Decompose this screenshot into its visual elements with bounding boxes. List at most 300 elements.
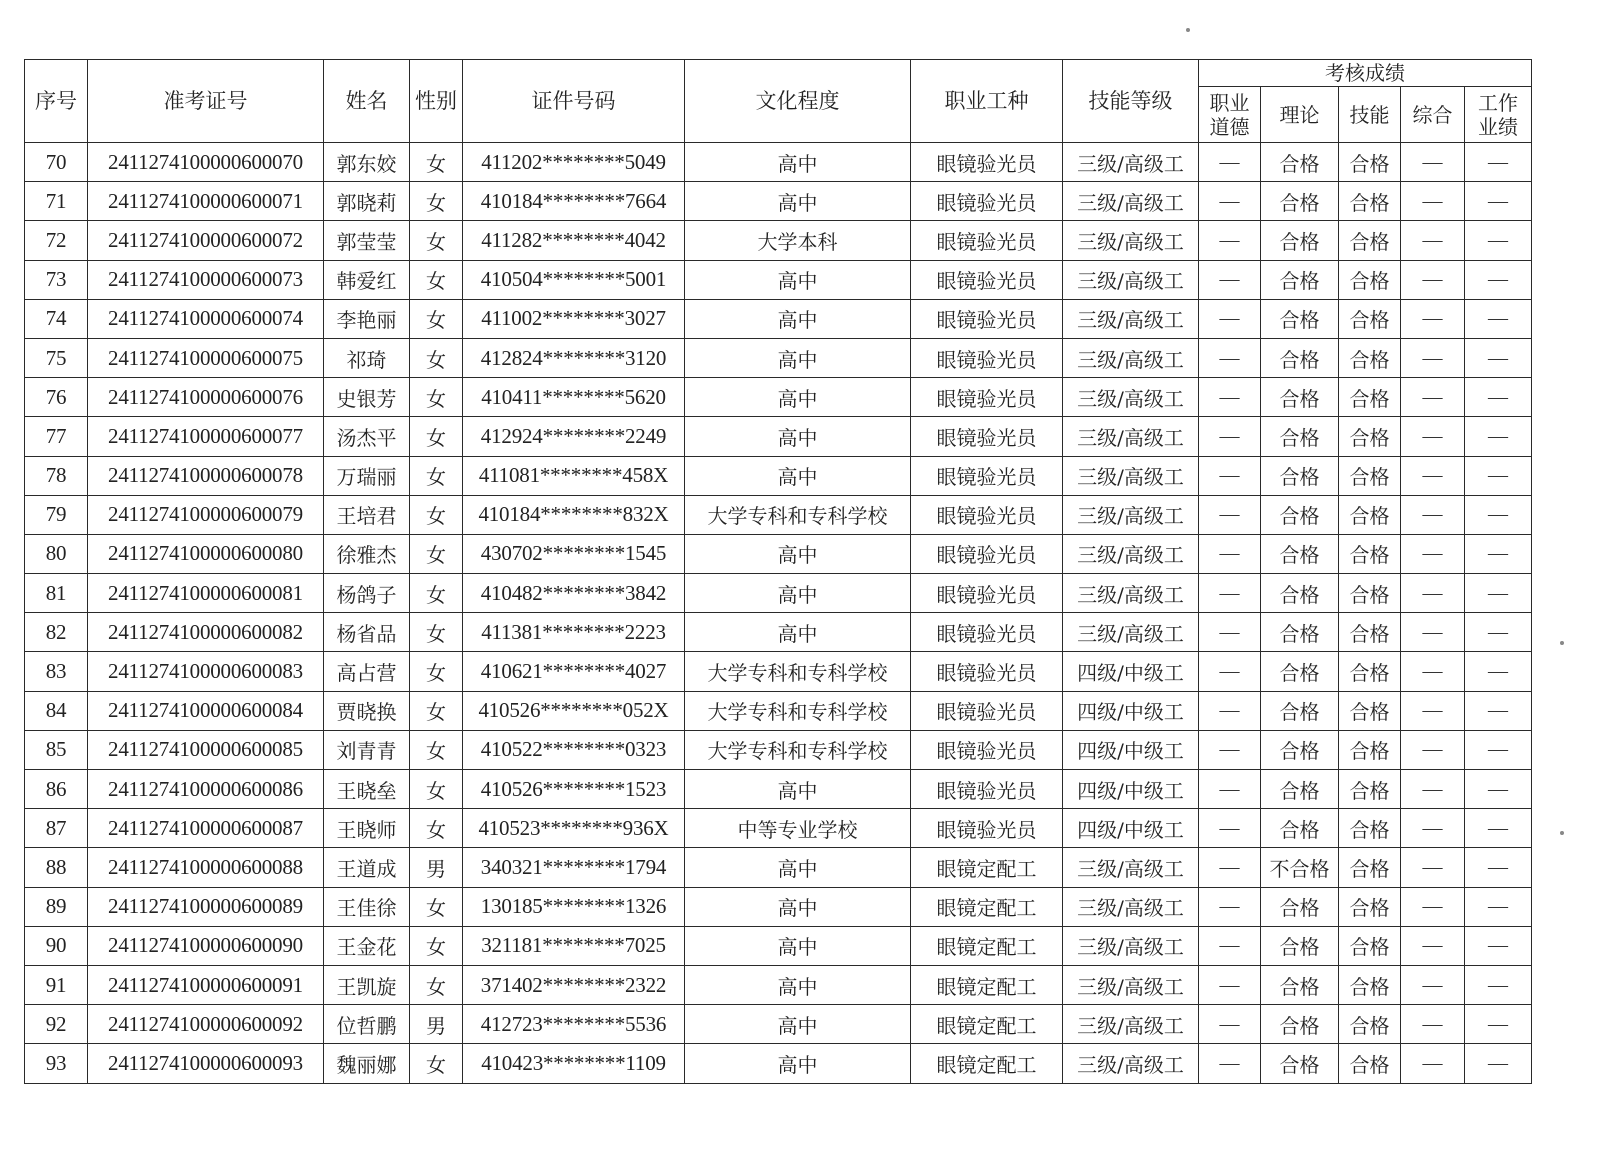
cell-education: 大学专科和专科学校 [685,730,911,769]
cell-work-performance: — [1465,809,1532,848]
cell-name: 王晓垒 [324,770,410,809]
cell-theory: 合格 [1261,770,1339,809]
cell-id-number: 430702********1545 [463,534,685,573]
cell-id-number: 410621********4027 [463,652,685,691]
table-row [25,926,1532,965]
cell-id-number: 410526********052X [463,691,685,730]
cell-work-performance: — [1465,691,1532,730]
cell-skill: 合格 [1339,652,1401,691]
cell-theory: 合格 [1261,965,1339,1004]
cell-name: 汤杰平 [324,417,410,456]
cell-ethics: — [1199,926,1261,965]
cell-skill-level: 三级/高级工 [1063,848,1199,887]
header-skill-level: 技能等级 [1063,60,1199,143]
cell-ethics: — [1199,1005,1261,1044]
table-row [25,770,1532,809]
table-row [25,143,1532,182]
cell-education: 高中 [685,338,911,377]
cell-index: 71 [25,182,88,221]
cell-ethics: — [1199,260,1261,299]
cell-skill: 合格 [1339,495,1401,534]
cell-occupation: 眼镜定配工 [911,926,1063,965]
cell-occupation: 眼镜验光员 [911,299,1063,338]
cell-name: 郭晓莉 [324,182,410,221]
cell-skill-level: 三级/高级工 [1063,378,1199,417]
cell-occupation: 眼镜验光员 [911,221,1063,260]
cell-ticket-number: 2411274100000600073 [88,260,324,299]
cell-id-number: 410526********1523 [463,770,685,809]
cell-theory: 合格 [1261,299,1339,338]
cell-ethics: — [1199,574,1261,613]
cell-theory: 不合格 [1261,848,1339,887]
cell-gender: 女 [410,613,463,652]
cell-index: 89 [25,887,88,926]
cell-gender: 女 [410,887,463,926]
cell-education: 大学专科和专科学校 [685,652,911,691]
cell-index: 79 [25,495,88,534]
cell-id-number: 411081********458X [463,456,685,495]
cell-work-performance: — [1465,574,1532,613]
cell-id-number: 410184********832X [463,495,685,534]
cell-name: 徐雅杰 [324,534,410,573]
cell-comprehensive: — [1401,378,1465,417]
cell-index: 85 [25,730,88,769]
cell-occupation: 眼镜验光员 [911,574,1063,613]
cell-skill: 合格 [1339,378,1401,417]
cell-index: 75 [25,338,88,377]
cell-skill-level: 三级/高级工 [1063,534,1199,573]
cell-index: 78 [25,456,88,495]
cell-work-performance: — [1465,143,1532,182]
cell-education: 高中 [685,770,911,809]
header-ticket-number: 准考证号 [88,60,324,143]
cell-skill-level: 四级/中级工 [1063,691,1199,730]
cell-skill-level: 三级/高级工 [1063,299,1199,338]
table-row [25,965,1532,1004]
cell-theory: 合格 [1261,495,1339,534]
table-row [25,221,1532,260]
cell-theory: 合格 [1261,378,1339,417]
cell-index: 92 [25,1005,88,1044]
cell-name: 王晓师 [324,809,410,848]
cell-skill: 合格 [1339,848,1401,887]
cell-name: 郭莹莹 [324,221,410,260]
cell-comprehensive: — [1401,182,1465,221]
cell-ethics: — [1199,848,1261,887]
cell-education: 高中 [685,299,911,338]
cell-education: 高中 [685,613,911,652]
header-index: 序号 [25,60,88,143]
cell-gender: 女 [410,417,463,456]
cell-index: 81 [25,574,88,613]
header-skill: 技能 [1339,87,1401,143]
cell-occupation: 眼镜定配工 [911,1044,1063,1083]
table-row [25,260,1532,299]
cell-work-performance: — [1465,260,1532,299]
cell-comprehensive: — [1401,848,1465,887]
cell-skill: 合格 [1339,691,1401,730]
cell-ticket-number: 2411274100000600080 [88,534,324,573]
cell-skill-level: 三级/高级工 [1063,182,1199,221]
header-comprehensive: 综合 [1401,87,1465,143]
cell-skill-level: 三级/高级工 [1063,260,1199,299]
cell-theory: 合格 [1261,1005,1339,1044]
cell-education: 高中 [685,887,911,926]
header-theory: 理论 [1261,87,1339,143]
cell-gender: 女 [410,652,463,691]
cell-ticket-number: 2411274100000600074 [88,299,324,338]
cell-theory: 合格 [1261,456,1339,495]
cell-occupation: 眼镜验光员 [911,770,1063,809]
cell-work-performance: — [1465,613,1532,652]
cell-gender: 女 [410,182,463,221]
cell-comprehensive: — [1401,887,1465,926]
cell-id-number: 412924********2249 [463,417,685,456]
cell-ethics: — [1199,378,1261,417]
cell-work-performance: — [1465,770,1532,809]
cell-occupation: 眼镜定配工 [911,1005,1063,1044]
cell-skill-level: 四级/中级工 [1063,770,1199,809]
cell-name: 史银芳 [324,378,410,417]
cell-occupation: 眼镜验光员 [911,534,1063,573]
cell-education: 大学本科 [685,221,911,260]
header-gender: 性别 [410,60,463,143]
header-score-group: 考核成绩 [1199,60,1532,87]
cell-gender: 女 [410,338,463,377]
cell-skill: 合格 [1339,887,1401,926]
cell-ethics: — [1199,299,1261,338]
cell-name: 刘青青 [324,730,410,769]
cell-skill-level: 三级/高级工 [1063,417,1199,456]
cell-ticket-number: 2411274100000600070 [88,143,324,182]
cell-skill-level: 三级/高级工 [1063,613,1199,652]
cell-name: 魏丽娜 [324,1044,410,1083]
cell-ticket-number: 2411274100000600075 [88,338,324,377]
cell-occupation: 眼镜验光员 [911,378,1063,417]
cell-work-performance: — [1465,417,1532,456]
cell-skill: 合格 [1339,574,1401,613]
cell-index: 74 [25,299,88,338]
table-row [25,848,1532,887]
cell-name: 王金花 [324,926,410,965]
cell-ethics: — [1199,417,1261,456]
cell-skill: 合格 [1339,613,1401,652]
cell-comprehensive: — [1401,221,1465,260]
cell-comprehensive: — [1401,299,1465,338]
cell-gender: 女 [410,965,463,1004]
table-row [25,456,1532,495]
cell-education: 高中 [685,926,911,965]
cell-work-performance: — [1465,495,1532,534]
table-row [25,691,1532,730]
cell-education: 高中 [685,1005,911,1044]
cell-theory: 合格 [1261,691,1339,730]
cell-skill: 合格 [1339,417,1401,456]
cell-education: 高中 [685,143,911,182]
cell-occupation: 眼镜定配工 [911,965,1063,1004]
cell-comprehensive: — [1401,691,1465,730]
cell-comprehensive: — [1401,456,1465,495]
cell-skill: 合格 [1339,1005,1401,1044]
cell-gender: 女 [410,809,463,848]
cell-skill-level: 三级/高级工 [1063,495,1199,534]
cell-gender: 女 [410,456,463,495]
cell-id-number: 411002********3027 [463,299,685,338]
cell-occupation: 眼镜验光员 [911,143,1063,182]
cell-work-performance: — [1465,378,1532,417]
cell-theory: 合格 [1261,260,1339,299]
cell-theory: 合格 [1261,887,1339,926]
cell-id-number: 130185********1326 [463,887,685,926]
cell-name: 韩爱红 [324,260,410,299]
cell-education: 高中 [685,534,911,573]
header-id-number: 证件号码 [463,60,685,143]
cell-index: 77 [25,417,88,456]
cell-name: 祁琦 [324,338,410,377]
cell-comprehensive: — [1401,574,1465,613]
header-ethics-label: 职业道德 [1209,90,1250,139]
cell-work-performance: — [1465,338,1532,377]
cell-index: 90 [25,926,88,965]
cell-ethics: — [1199,495,1261,534]
cell-comprehensive: — [1401,652,1465,691]
table-row [25,338,1532,377]
cell-skill-level: 四级/中级工 [1063,730,1199,769]
cell-skill: 合格 [1339,182,1401,221]
cell-occupation: 眼镜验光员 [911,495,1063,534]
cell-skill: 合格 [1339,770,1401,809]
cell-ticket-number: 2411274100000600089 [88,887,324,926]
cell-theory: 合格 [1261,926,1339,965]
cell-ticket-number: 2411274100000600091 [88,965,324,1004]
cell-skill: 合格 [1339,926,1401,965]
scan-speck [1560,641,1564,645]
cell-index: 70 [25,143,88,182]
cell-gender: 女 [410,143,463,182]
cell-skill: 合格 [1339,221,1401,260]
cell-theory: 合格 [1261,143,1339,182]
cell-id-number: 412824********3120 [463,338,685,377]
cell-id-number: 411202********5049 [463,143,685,182]
cell-work-performance: — [1465,887,1532,926]
table-row [25,299,1532,338]
cell-ticket-number: 2411274100000600088 [88,848,324,887]
table-row [25,378,1532,417]
cell-skill: 合格 [1339,534,1401,573]
cell-id-number: 411282********4042 [463,221,685,260]
cell-comprehensive: — [1401,417,1465,456]
cell-ethics: — [1199,456,1261,495]
cell-gender: 女 [410,770,463,809]
cell-ethics: — [1199,221,1261,260]
cell-education: 中等专业学校 [685,809,911,848]
cell-comprehensive: — [1401,534,1465,573]
scan-speck [1560,831,1564,835]
cell-skill: 合格 [1339,456,1401,495]
cell-gender: 女 [410,378,463,417]
cell-name: 王道成 [324,848,410,887]
cell-index: 86 [25,770,88,809]
table-row [25,730,1532,769]
cell-ethics: — [1199,613,1261,652]
cell-id-number: 410411********5620 [463,378,685,417]
cell-education: 高中 [685,456,911,495]
cell-work-performance: — [1465,652,1532,691]
table-row [25,1044,1532,1083]
cell-index: 80 [25,534,88,573]
cell-skill: 合格 [1339,730,1401,769]
cell-ticket-number: 2411274100000600071 [88,182,324,221]
cell-id-number: 410184********7664 [463,182,685,221]
cell-id-number: 410423********1109 [463,1044,685,1083]
cell-index: 84 [25,691,88,730]
cell-skill-level: 三级/高级工 [1063,1005,1199,1044]
cell-comprehensive: — [1401,260,1465,299]
cell-ticket-number: 2411274100000600093 [88,1044,324,1083]
cell-occupation: 眼镜验光员 [911,456,1063,495]
cell-ticket-number: 2411274100000600087 [88,809,324,848]
cell-theory: 合格 [1261,338,1339,377]
cell-work-performance: — [1465,221,1532,260]
cell-gender: 女 [410,1044,463,1083]
cell-comprehensive: — [1401,613,1465,652]
table-row [25,887,1532,926]
cell-index: 87 [25,809,88,848]
cell-ticket-number: 2411274100000600092 [88,1005,324,1044]
cell-ticket-number: 2411274100000600077 [88,417,324,456]
cell-occupation: 眼镜验光员 [911,613,1063,652]
cell-skill: 合格 [1339,1044,1401,1083]
cell-comprehensive: — [1401,965,1465,1004]
cell-gender: 男 [410,1005,463,1044]
cell-ticket-number: 2411274100000600086 [88,770,324,809]
cell-comprehensive: — [1401,495,1465,534]
cell-work-performance: — [1465,1005,1532,1044]
cell-name: 位哲鹏 [324,1005,410,1044]
header-ethics [1199,87,1261,143]
cell-theory: 合格 [1261,652,1339,691]
table-row [25,495,1532,534]
cell-ticket-number: 2411274100000600072 [88,221,324,260]
cell-comprehensive: — [1401,1044,1465,1083]
table-row [25,417,1532,456]
cell-theory: 合格 [1261,417,1339,456]
cell-ticket-number: 2411274100000600085 [88,730,324,769]
cell-occupation: 眼镜验光员 [911,691,1063,730]
table-body [25,143,1532,1084]
cell-name: 郭东姣 [324,143,410,182]
cell-skill-level: 三级/高级工 [1063,143,1199,182]
cell-ethics: — [1199,965,1261,1004]
cell-ethics: — [1199,1044,1261,1083]
table-row [25,652,1532,691]
cell-index: 76 [25,378,88,417]
cell-ethics: — [1199,730,1261,769]
cell-comprehensive: — [1401,338,1465,377]
cell-name: 万瑞丽 [324,456,410,495]
cell-occupation: 眼镜验光员 [911,730,1063,769]
cell-gender: 女 [410,260,463,299]
cell-ethics: — [1199,143,1261,182]
cell-skill-level: 三级/高级工 [1063,887,1199,926]
cell-education: 高中 [685,260,911,299]
cell-ticket-number: 2411274100000600082 [88,613,324,652]
table-row [25,809,1532,848]
cell-work-performance: — [1465,848,1532,887]
cell-work-performance: — [1465,534,1532,573]
cell-skill-level: 三级/高级工 [1063,926,1199,965]
table-row [25,613,1532,652]
cell-id-number: 411381********2223 [463,613,685,652]
cell-name: 王培君 [324,495,410,534]
cell-gender: 女 [410,730,463,769]
cell-id-number: 340321********1794 [463,848,685,887]
cell-ticket-number: 2411274100000600090 [88,926,324,965]
cell-id-number: 412723********5536 [463,1005,685,1044]
cell-id-number: 371402********2322 [463,965,685,1004]
cell-skill-level: 三级/高级工 [1063,456,1199,495]
cell-gender: 女 [410,926,463,965]
cell-comprehensive: — [1401,730,1465,769]
cell-comprehensive: — [1401,770,1465,809]
cell-comprehensive: — [1401,809,1465,848]
cell-theory: 合格 [1261,534,1339,573]
cell-education: 高中 [685,378,911,417]
cell-skill: 合格 [1339,338,1401,377]
cell-education: 大学专科和专科学校 [685,691,911,730]
cell-work-performance: — [1465,299,1532,338]
cell-ticket-number: 2411274100000600079 [88,495,324,534]
exam-results-table [24,59,1532,1084]
header-work-performance [1465,87,1532,143]
cell-skill-level: 三级/高级工 [1063,574,1199,613]
cell-ticket-number: 2411274100000600078 [88,456,324,495]
cell-education: 高中 [685,1044,911,1083]
cell-index: 91 [25,965,88,1004]
cell-ethics: — [1199,534,1261,573]
cell-ethics: — [1199,809,1261,848]
cell-theory: 合格 [1261,730,1339,769]
cell-comprehensive: — [1401,1005,1465,1044]
cell-id-number: 410522********0323 [463,730,685,769]
cell-index: 83 [25,652,88,691]
cell-index: 82 [25,613,88,652]
cell-index: 93 [25,1044,88,1083]
cell-theory: 合格 [1261,221,1339,260]
table-header [25,60,1532,143]
cell-work-performance: — [1465,182,1532,221]
cell-skill-level: 四级/中级工 [1063,652,1199,691]
cell-id-number: 410523********936X [463,809,685,848]
cell-work-performance: — [1465,1044,1532,1083]
cell-name: 贾晓换 [324,691,410,730]
table-row [25,182,1532,221]
cell-education: 高中 [685,965,911,1004]
cell-ticket-number: 2411274100000600083 [88,652,324,691]
cell-index: 72 [25,221,88,260]
cell-id-number: 410504********5001 [463,260,685,299]
cell-gender: 女 [410,299,463,338]
header-occupation: 职业工种 [911,60,1063,143]
cell-work-performance: — [1465,456,1532,495]
cell-ethics: — [1199,652,1261,691]
cell-ethics: — [1199,770,1261,809]
cell-occupation: 眼镜验光员 [911,182,1063,221]
cell-work-performance: — [1465,965,1532,1004]
cell-ethics: — [1199,691,1261,730]
cell-education: 高中 [685,574,911,613]
cell-education: 高中 [685,182,911,221]
